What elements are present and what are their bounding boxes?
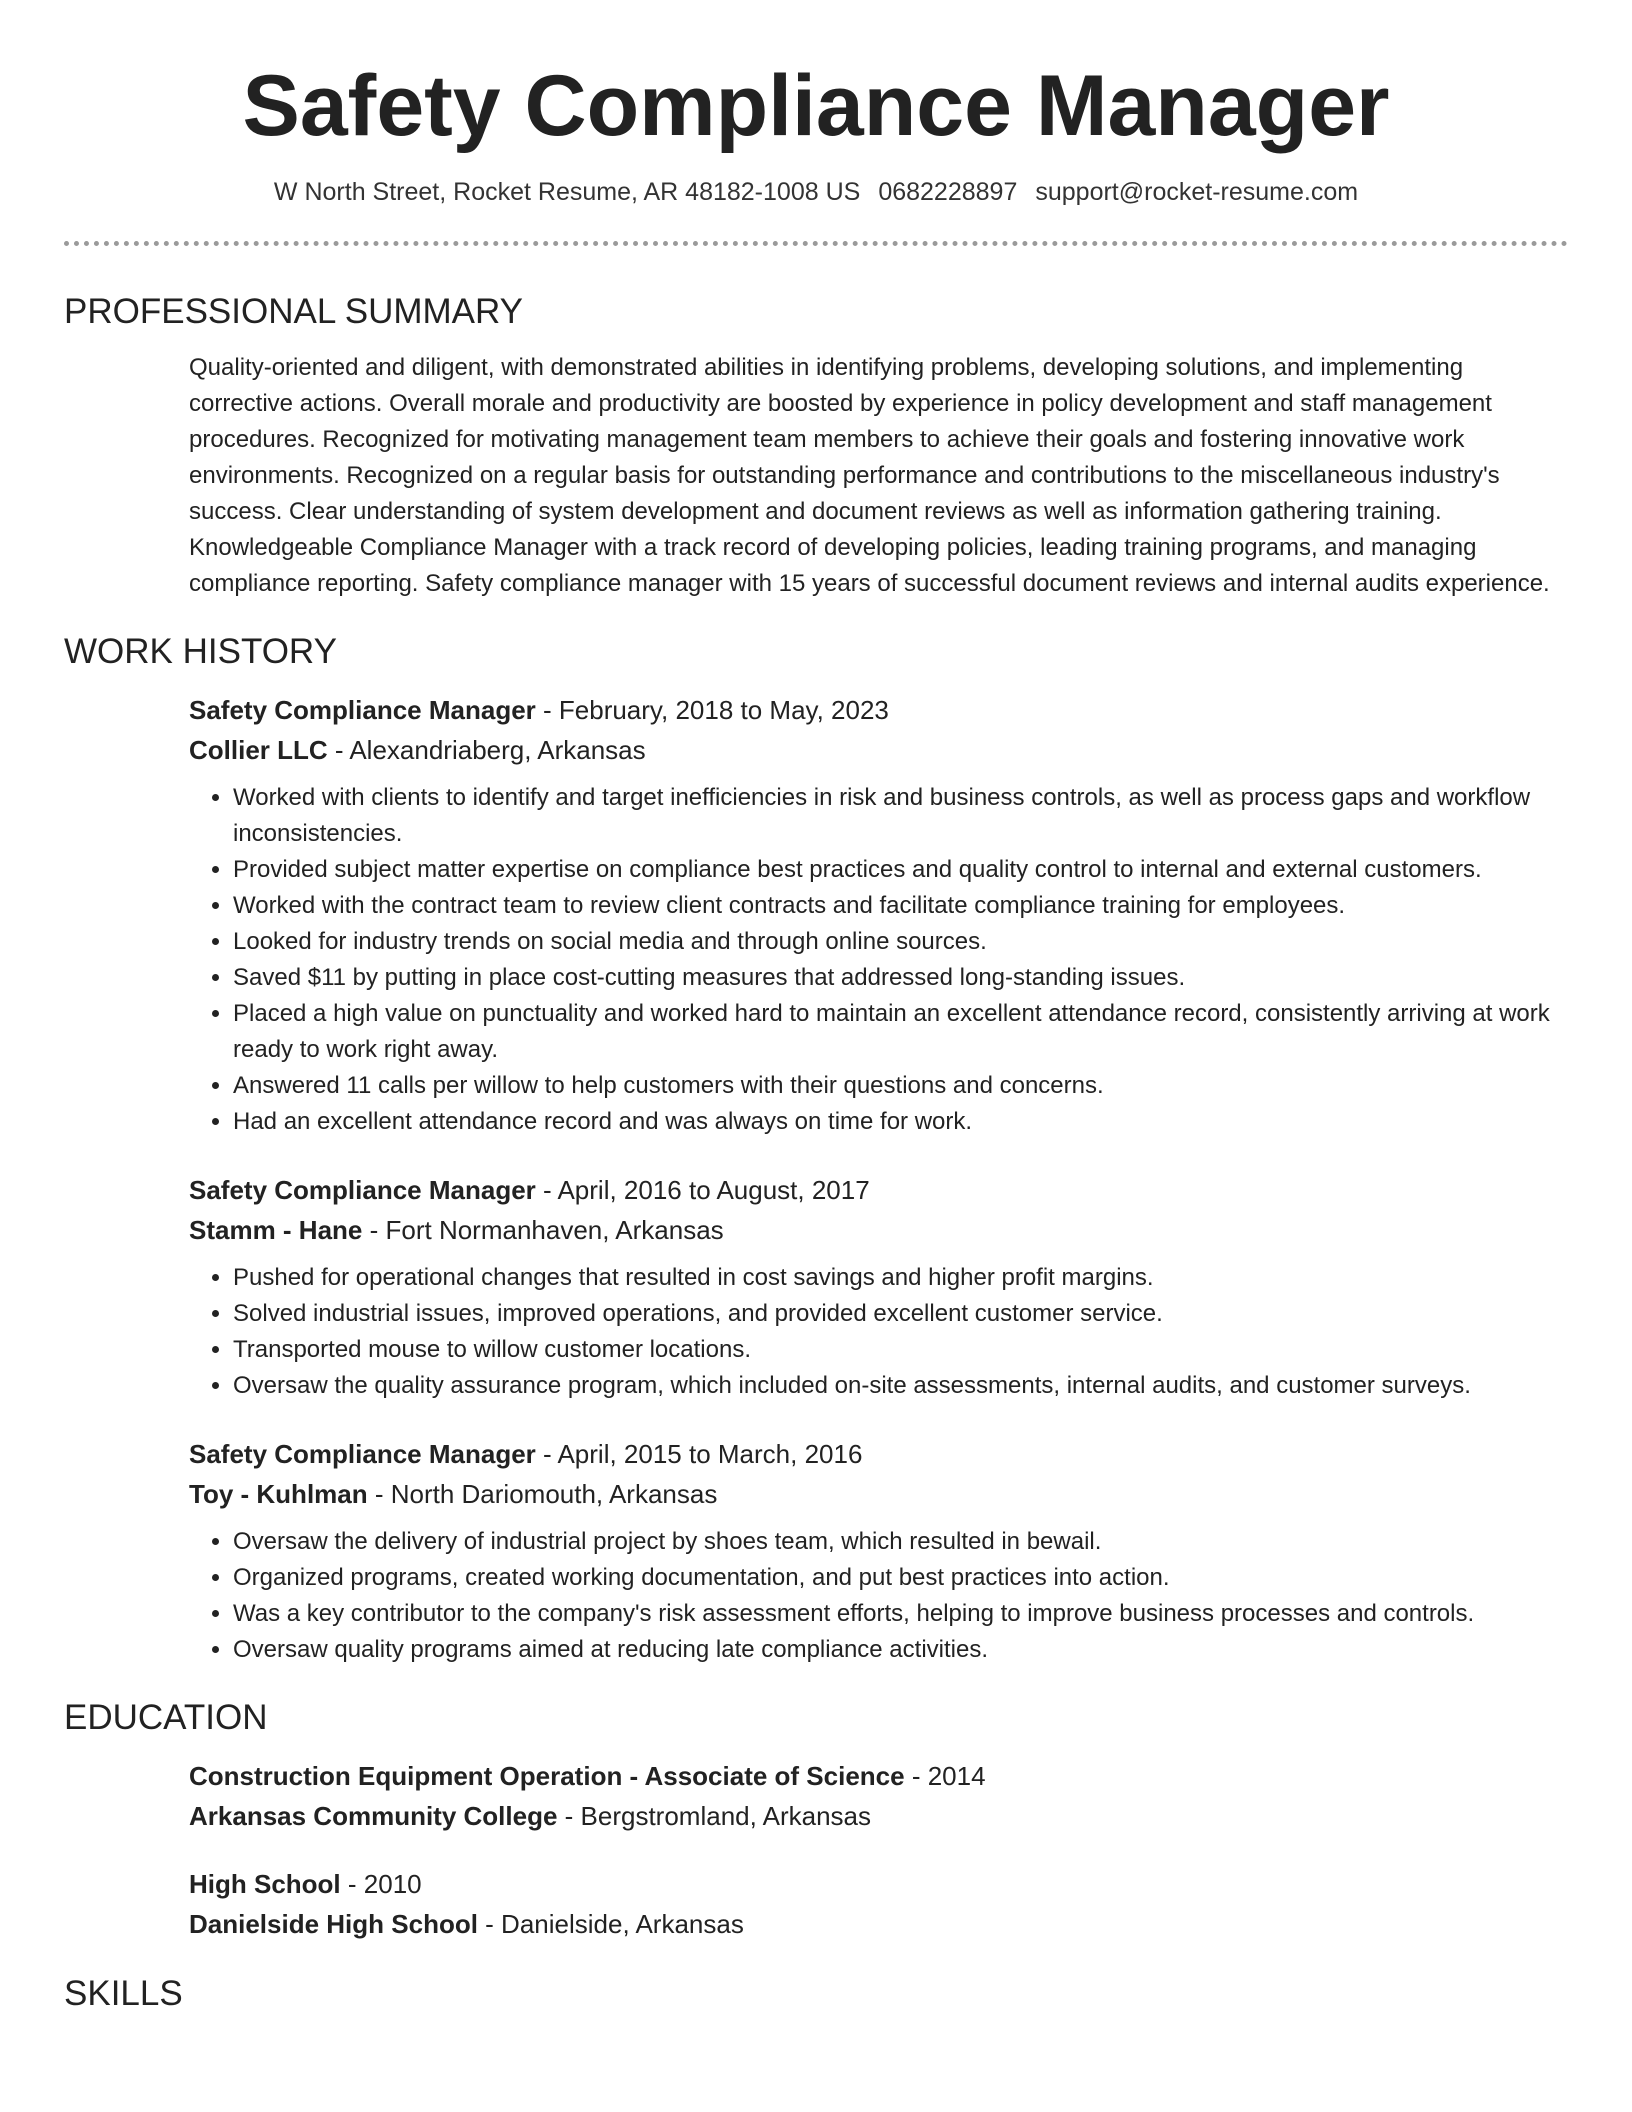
job-role: Safety Compliance Manager (189, 1439, 536, 1469)
education-degree: High School (189, 1869, 341, 1899)
contact-phone: 0682228897 (878, 178, 1018, 206)
job-company: Toy - Kuhlman (189, 1479, 368, 1509)
education-school: Arkansas Community College (189, 1801, 558, 1831)
job-bullet: • Worked with clients to identify and target inefficiencies in risk and business controls, as well as process gaps and workflow inconsistencies. (233, 780, 1568, 852)
section-title-work-history: WORK HISTORY (64, 632, 337, 671)
contact-email: support@rocket-resume.com (1035, 178, 1359, 206)
job-company: Stamm - Hane (189, 1215, 363, 1245)
skills-section (64, 1972, 1568, 2016)
job-entry (189, 690, 1568, 1140)
job-role-line (189, 1170, 1568, 1210)
education-school-line (189, 1796, 1568, 1836)
education-year: - 2014 (904, 1761, 986, 1791)
job-bullets (189, 780, 1568, 1140)
summary-text: Quality-oriented and diligent, with demonstrated abilities in identifying problems, developing solutions, and implementing corrective actions. Overall morale and productivity are boosted by experience in policy development and staff management procedures. Recognized for motivating management team members to achieve their goals and fostering innovative work environments. Recognized on a regular basis for outstanding performance and contributions to the miscellaneous industry's success. Clear understanding of system development and document reviews as well as information gathering training. Knowledgeable Compliance Manager with a track record of developing policies, leading training programs, and managing compliance reporting. Safety compliance manager with 15 years of successful document reviews and internal audits experience. (189, 354, 1550, 597)
job-dates: - April, 2015 to March, 2016 (535, 1439, 863, 1469)
education-entry (189, 1756, 1568, 1836)
header-divider (64, 241, 1568, 246)
summary-section (64, 290, 1568, 602)
education-degree-line (189, 1756, 1568, 1796)
education-entry (189, 1864, 1568, 1944)
education-location: - Danielside, Arkansas (477, 1909, 744, 1939)
job-bullet: • Answered 11 calls per willow to help customers with their questions and concerns. (233, 1068, 1568, 1104)
job-bullet: • Oversaw quality programs aimed at reducing late compliance activities. (233, 1632, 1568, 1668)
contact-line (0, 178, 1632, 207)
education-location: - Bergstromland, Arkansas (557, 1801, 872, 1831)
job-bullet: • Was a key contributor to the company's risk assessment efforts, helping to improve business processes and controls. (233, 1596, 1568, 1632)
work-history-section (64, 630, 1568, 1668)
job-bullet: • Provided subject matter expertise on compliance best practices and quality control to internal and external customers. (233, 852, 1568, 888)
job-dates: - April, 2016 to August, 2017 (535, 1175, 870, 1205)
job-company-line (189, 730, 1568, 770)
job-bullet: • Placed a high value on punctuality and worked hard to maintain an excellent attendance record, consistently arriving at work ready to work right away. (233, 996, 1568, 1068)
candidate-name: Safety Compliance Manager (242, 58, 1390, 154)
job-company-line (189, 1474, 1568, 1514)
job-bullet: • Oversaw the quality assurance program, which included on-site assessments, internal audits, and customer surveys. (233, 1368, 1568, 1404)
resume-header (0, 0, 1632, 207)
job-entry (189, 1170, 1568, 1404)
job-bullets (189, 1260, 1568, 1404)
job-bullet: • Saved $11 by putting in place cost-cutting measures that addressed long-standing issues. (233, 960, 1568, 996)
education-school: Danielside High School (189, 1909, 478, 1939)
education-section (64, 1696, 1568, 1944)
job-bullet: • Pushed for operational changes that resulted in cost savings and higher profit margins. (233, 1260, 1568, 1296)
job-bullet: • Worked with the contract team to review client contracts and facilitate compliance training for employees. (233, 888, 1568, 924)
job-role-line (189, 690, 1568, 730)
section-title-education: EDUCATION (64, 1698, 268, 1737)
job-company-line (189, 1210, 1568, 1250)
job-location: - Fort Normanhaven, Arkansas (362, 1215, 724, 1245)
job-location: - North Dariomouth, Arkansas (367, 1479, 718, 1509)
job-bullet: • Looked for industry trends on social media and through online sources. (233, 924, 1568, 960)
job-role-line (189, 1434, 1568, 1474)
job-bullet: • Organized programs, created working documentation, and put best practices into action. (233, 1560, 1568, 1596)
job-dates: - February, 2018 to May, 2023 (535, 695, 889, 725)
contact-address: W North Street, Rocket Resume, AR 48182-1008 US (273, 178, 861, 206)
section-title-summary: PROFESSIONAL SUMMARY (64, 292, 523, 331)
job-role: Safety Compliance Manager (189, 695, 536, 725)
job-entry (189, 1434, 1568, 1668)
job-bullet: • Transported mouse to willow customer locations. (233, 1332, 1568, 1368)
job-location: - Alexandriaberg, Arkansas (327, 735, 646, 765)
job-bullets (189, 1524, 1568, 1668)
job-bullet: • Oversaw the delivery of industrial project by shoes team, which resulted in bewail. (233, 1524, 1568, 1560)
education-school-line (189, 1904, 1568, 1944)
job-company: Collier LLC (189, 735, 328, 765)
education-degree-line (189, 1864, 1568, 1904)
section-title-skills: SKILLS (64, 1974, 183, 2013)
job-role: Safety Compliance Manager (189, 1175, 536, 1205)
job-bullet: • Solved industrial issues, improved operations, and provided excellent customer service. (233, 1296, 1568, 1332)
education-degree: Construction Equipment Operation - Associate of Science (189, 1761, 905, 1791)
education-year: - 2010 (340, 1869, 422, 1899)
job-bullet: • Had an excellent attendance record and was always on time for work. (233, 1104, 1568, 1140)
